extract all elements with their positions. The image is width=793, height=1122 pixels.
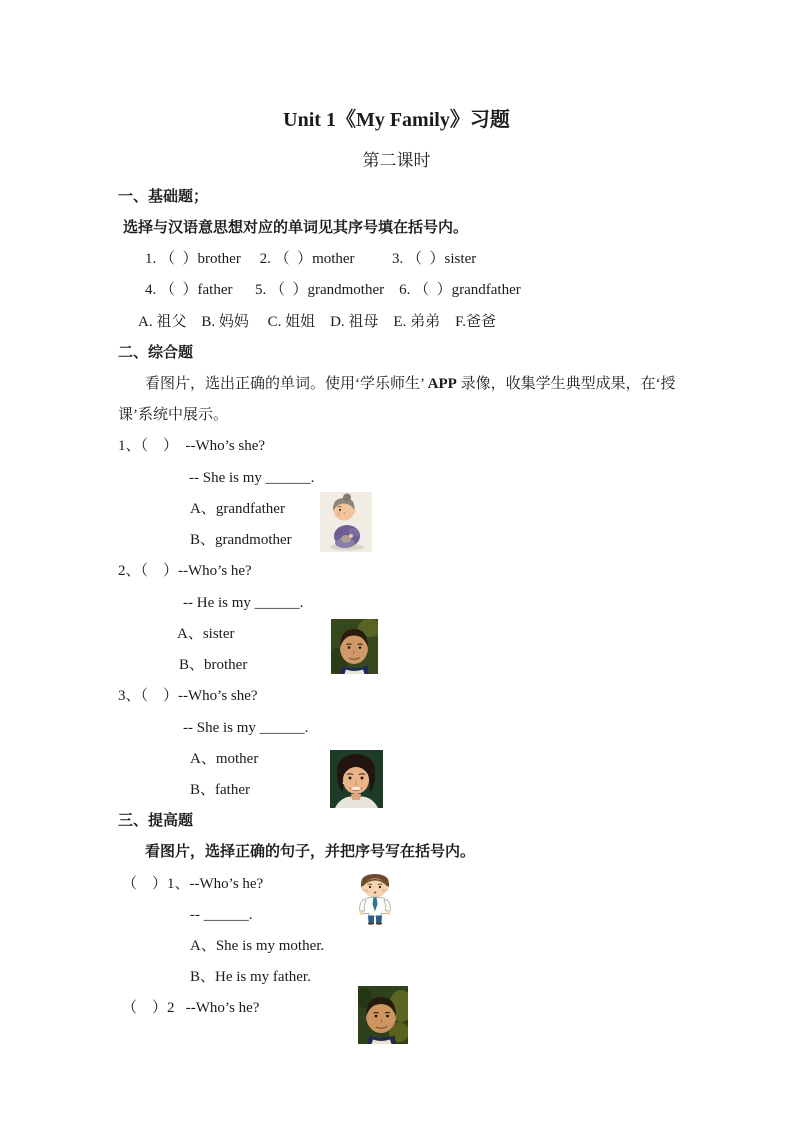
grandmother-image — [320, 492, 372, 552]
page-title: Unit 1《My Family》习题 — [283, 109, 510, 131]
woman-photo-image — [330, 750, 383, 808]
section-comprehensive-heading: 二、综合题 — [118, 345, 194, 361]
instruction-text: 录像，收集学生典型成果，在‘授 — [456, 376, 676, 392]
match-row-2: 4. （ ）father 5. （ ）grandmother 6. （ ）grandfather — [145, 282, 521, 298]
section-basic-heading: 一、基础题； — [118, 189, 209, 205]
boy-photo-image — [331, 619, 378, 674]
q2-option-a: A、sister — [177, 626, 235, 642]
q1-option-b: B、grandmother — [190, 532, 292, 548]
adv-q1-option-b: B、He is my father. — [190, 969, 311, 985]
page-subtitle: 第二课时 — [362, 151, 431, 170]
section-advanced-instruction: 看图片，选择正确的句子，并把序号写在括号内。 — [145, 844, 476, 860]
q1-prompt: 1、（ ） --Who’s she? — [118, 438, 266, 454]
q3-option-a: A、mother — [190, 751, 259, 767]
q2-option-b: B、brother — [179, 657, 248, 673]
adv-q1-option-a: A、She is my mother. — [190, 938, 325, 954]
adv-q1-response: -- ______. — [190, 907, 253, 923]
instruction-text: 看图片，选出正确的单词。使用‘学乐师生’ — [145, 376, 428, 392]
q3-response: -- She is my ______. — [183, 720, 309, 736]
q2-response: -- He is my ______. — [183, 595, 304, 611]
q1-option-a: A、grandfather — [190, 501, 285, 517]
adv-q1-prompt: （ ）1、--Who’s he? — [122, 876, 264, 892]
q3-prompt: 3、（ ）--Who’s she? — [118, 688, 258, 704]
q2-prompt: 2、（ ）--Who’s he? — [118, 563, 252, 579]
q3-option-b: B、father — [190, 782, 250, 798]
cartoon-father-image — [348, 871, 402, 925]
adv-q2-prompt: （ ）2 --Who’s he? — [122, 1000, 260, 1016]
section-comprehensive-instruction-line1 — [145, 374, 676, 394]
section-advanced-heading: 三、提高题 — [118, 813, 194, 829]
app-label: APP — [427, 376, 457, 392]
boy-photo-2-image — [358, 986, 408, 1044]
q1-response: -- She is my ______. — [189, 470, 315, 486]
match-row-1: 1. （ ）brother 2. （ ）mother 3. （ ）sister — [145, 251, 477, 267]
answer-key-row: A. 祖父 B. 妈妈 C. 姐姐 D. 祖母 E. 弟弟 F.爸爸 — [138, 314, 496, 330]
section-comprehensive-instruction-line2: 课’系统中展示。 — [118, 407, 228, 423]
section-basic-instruction: 选择与汉语意思想对应的单词见其序号填在括号内。 — [123, 220, 469, 236]
